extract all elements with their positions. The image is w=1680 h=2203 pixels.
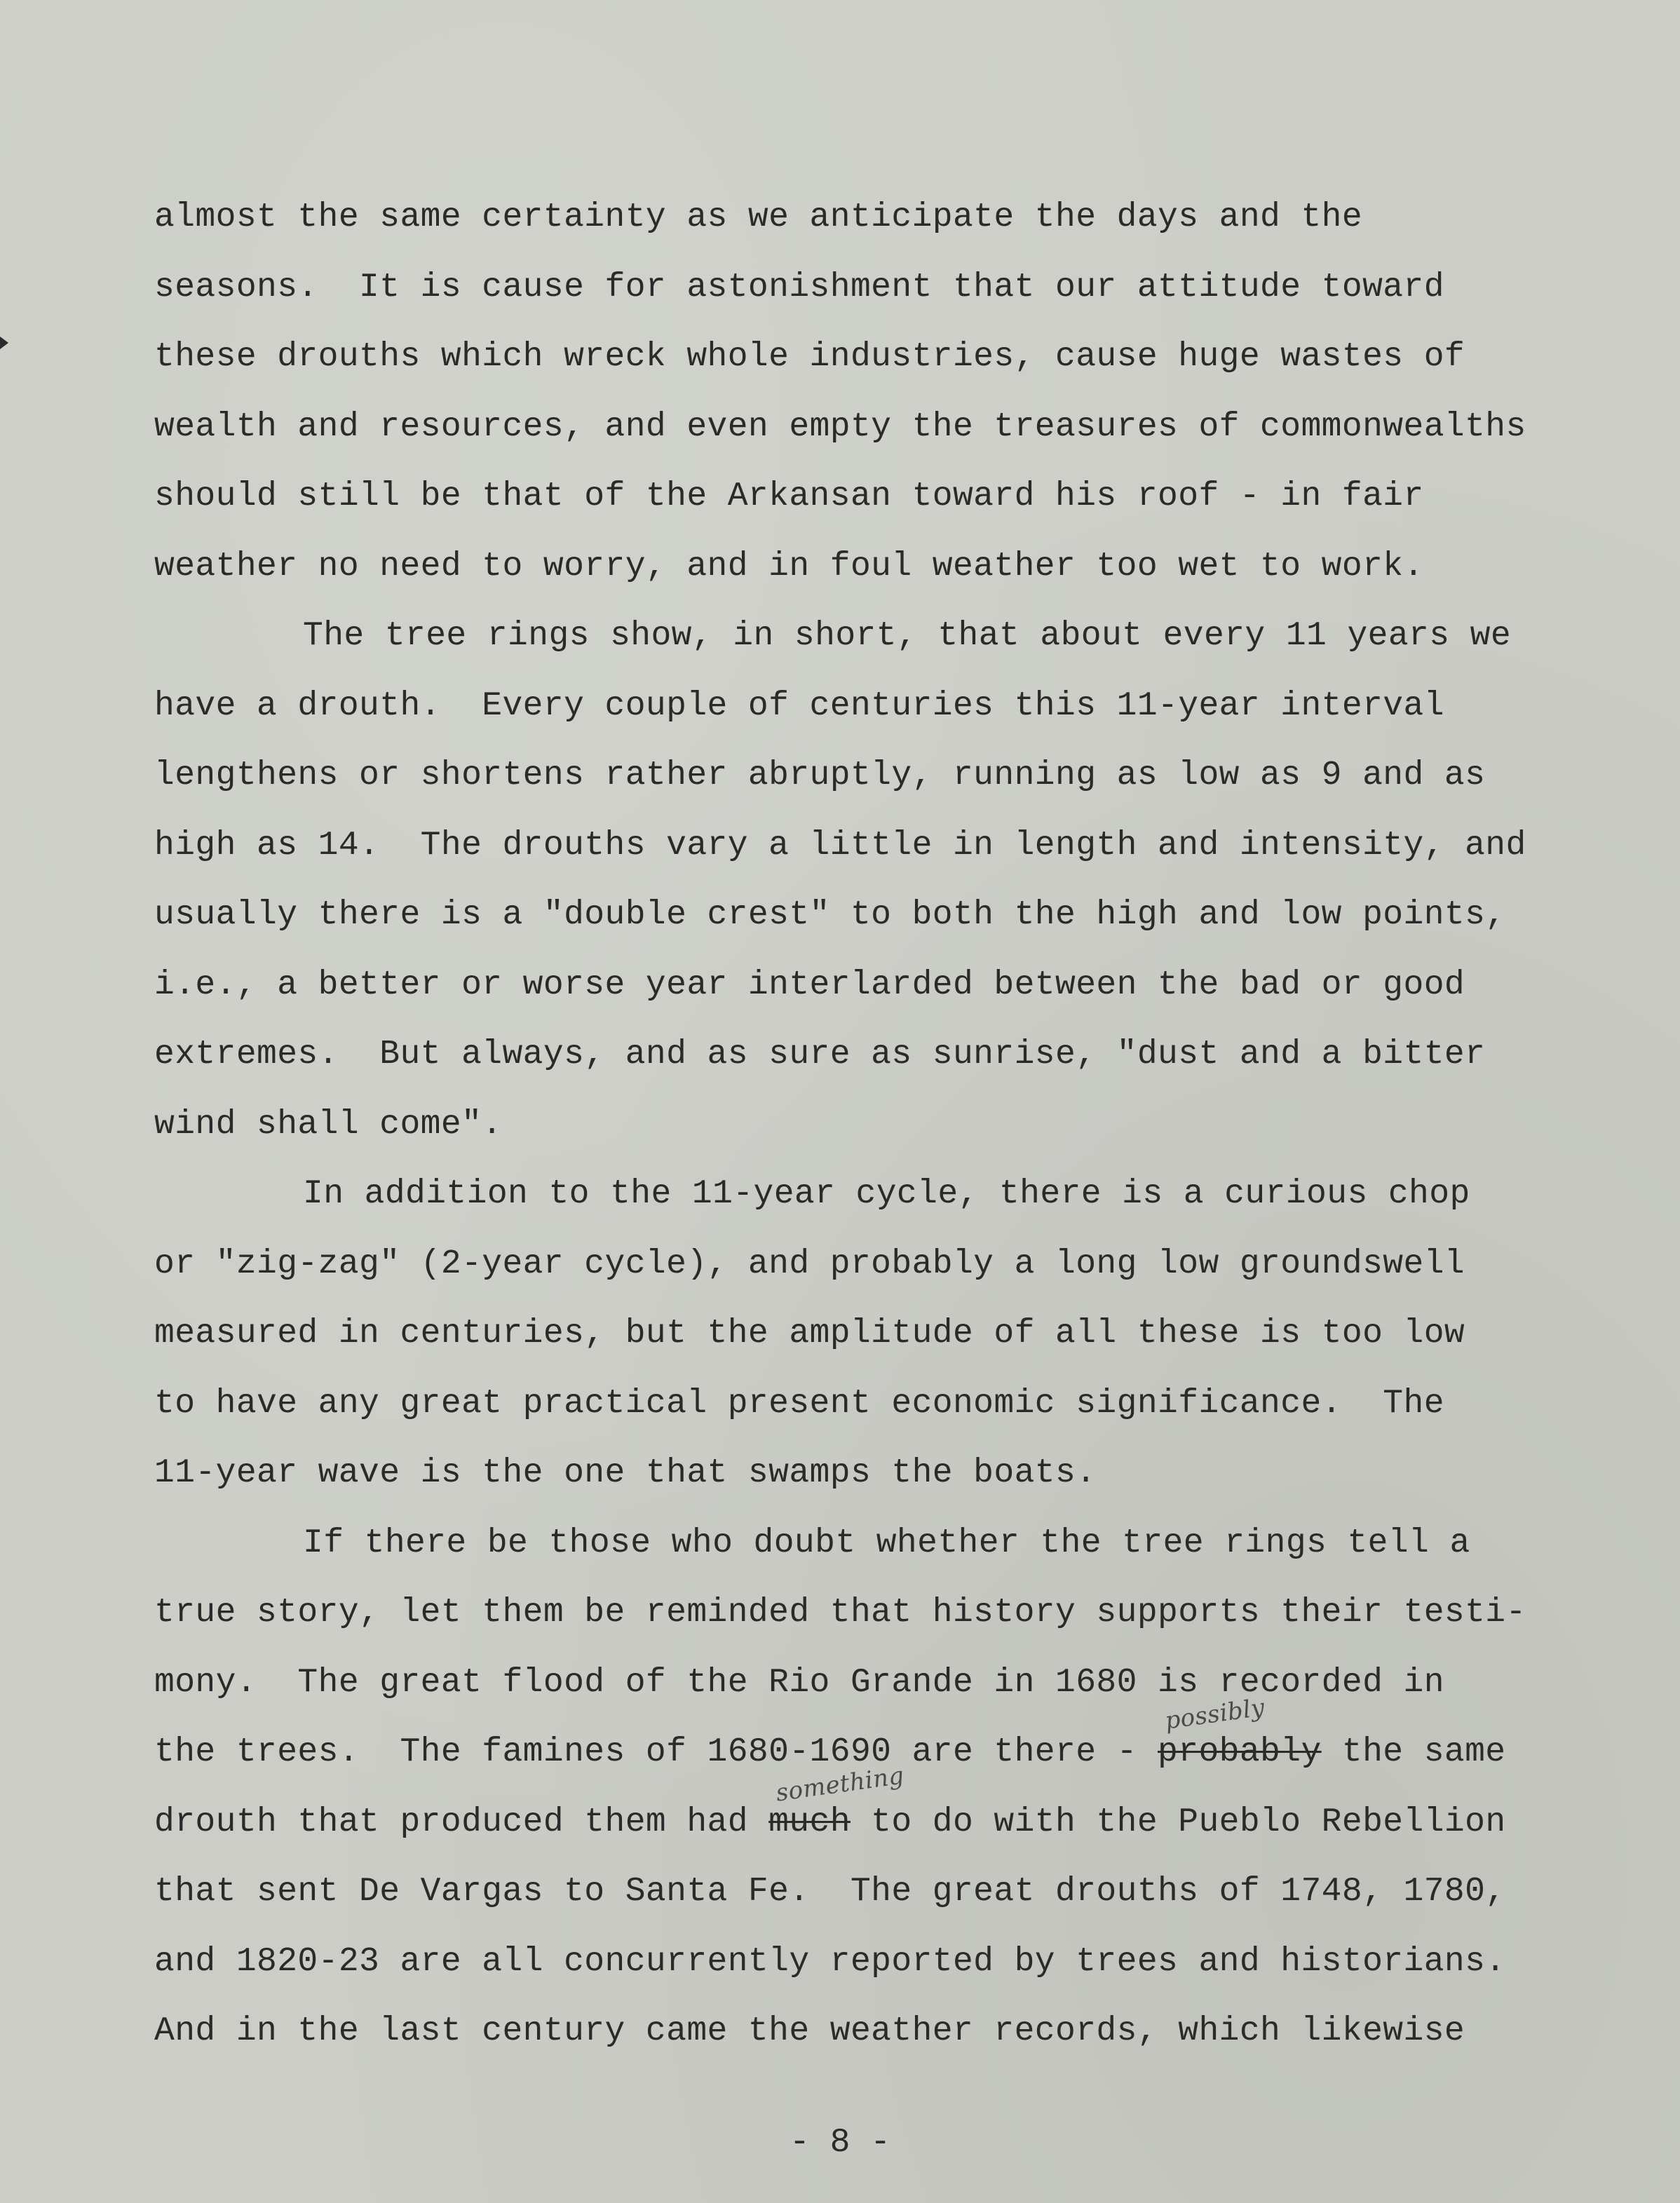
text-line-with-correction (154, 1761, 1585, 1870)
text-line: i.e., a better or worse year interlarded between the bad or good (154, 965, 1465, 1004)
text-line: weather no need to worry, and in foul weather too wet to work. (154, 547, 1424, 585)
line-text-after: to do with the Pueblo Rebellion (850, 1803, 1506, 1841)
text-line: these drouths which wreck whole industries, cause huge wastes of (154, 338, 1465, 376)
text-line: should still be that of the Arkansan toward his roof - in fair (154, 477, 1424, 515)
text-line: wind shall come". (154, 1105, 503, 1144)
line-text-before: drouth that produced them had (154, 1803, 769, 1841)
text-line: or "zig-zag" (2-year cycle), and probably a long low groundswell (154, 1245, 1465, 1283)
text-line: extremes. But always, and as sure as sunrise, "dust and a bitter (154, 1036, 1486, 1073)
text-line: seasons. It is cause for astonishment that our attitude toward (154, 268, 1444, 306)
text-line: measured in centuries, but the amplitude of all these is too low (154, 1315, 1465, 1353)
text-line: usually there is a "double crest" to both the high and low points, (154, 896, 1506, 934)
text-line: true story, let them be reminded that history supports their testi- (154, 1594, 1526, 1632)
handwritten-correction: possibly (1163, 1693, 1267, 1735)
text-line: 11-year wave is the one that swamps the boats. (154, 1454, 1097, 1492)
handwritten-correction: something (774, 1761, 907, 1808)
paragraph-start-line: In addition to the 11-year cycle, there is a curious chop (303, 1175, 1470, 1213)
text-line: wealth and resources, and even empty the treasures of commonwealths (154, 407, 1526, 446)
struck-word: much (768, 1803, 851, 1841)
text-line: and 1820-23 are all concurrently reported by trees and historians. (154, 1942, 1506, 1981)
text-line: almost the same certainty as we anticipate the days and the (154, 198, 1363, 236)
text-line: to have any great practical present economic significance. The (154, 1384, 1444, 1423)
page-number: - 8 - (789, 2124, 891, 2162)
text-line: And in the last century came the weather records, which likewise (154, 2012, 1465, 2050)
line-text-before: the trees. The famines of 1680-1690 are there - (154, 1733, 1158, 1771)
text-line: have a drouth. Every couple of centuries this 11-year interval (154, 686, 1444, 725)
body-text (154, 195, 1585, 2079)
text-line: high as 14. The drouths vary a little in length and intensity, and (154, 826, 1526, 865)
struck-word: probably (1158, 1733, 1322, 1771)
text-line: that sent De Vargas to Santa Fe. The great drouths of 1748, 1780, (154, 1873, 1506, 1911)
text-line: lengthens or shortens rather abruptly, running as low as 9 and as (154, 757, 1486, 794)
text-line: mony. The great flood of the Rio Grande in 1680 is recorded in (154, 1663, 1444, 1702)
line-text-after: the same (1321, 1733, 1506, 1771)
paragraph-start-line: The tree rings show, in short, that about every 11 years we (303, 617, 1512, 655)
corrected-word (1158, 1693, 1322, 1775)
margin-tick-mark (0, 337, 8, 349)
corrected-word (768, 1761, 907, 1845)
paragraph-start-line: If there be those who doubt whether the tree rings tell a (303, 1524, 1470, 1562)
